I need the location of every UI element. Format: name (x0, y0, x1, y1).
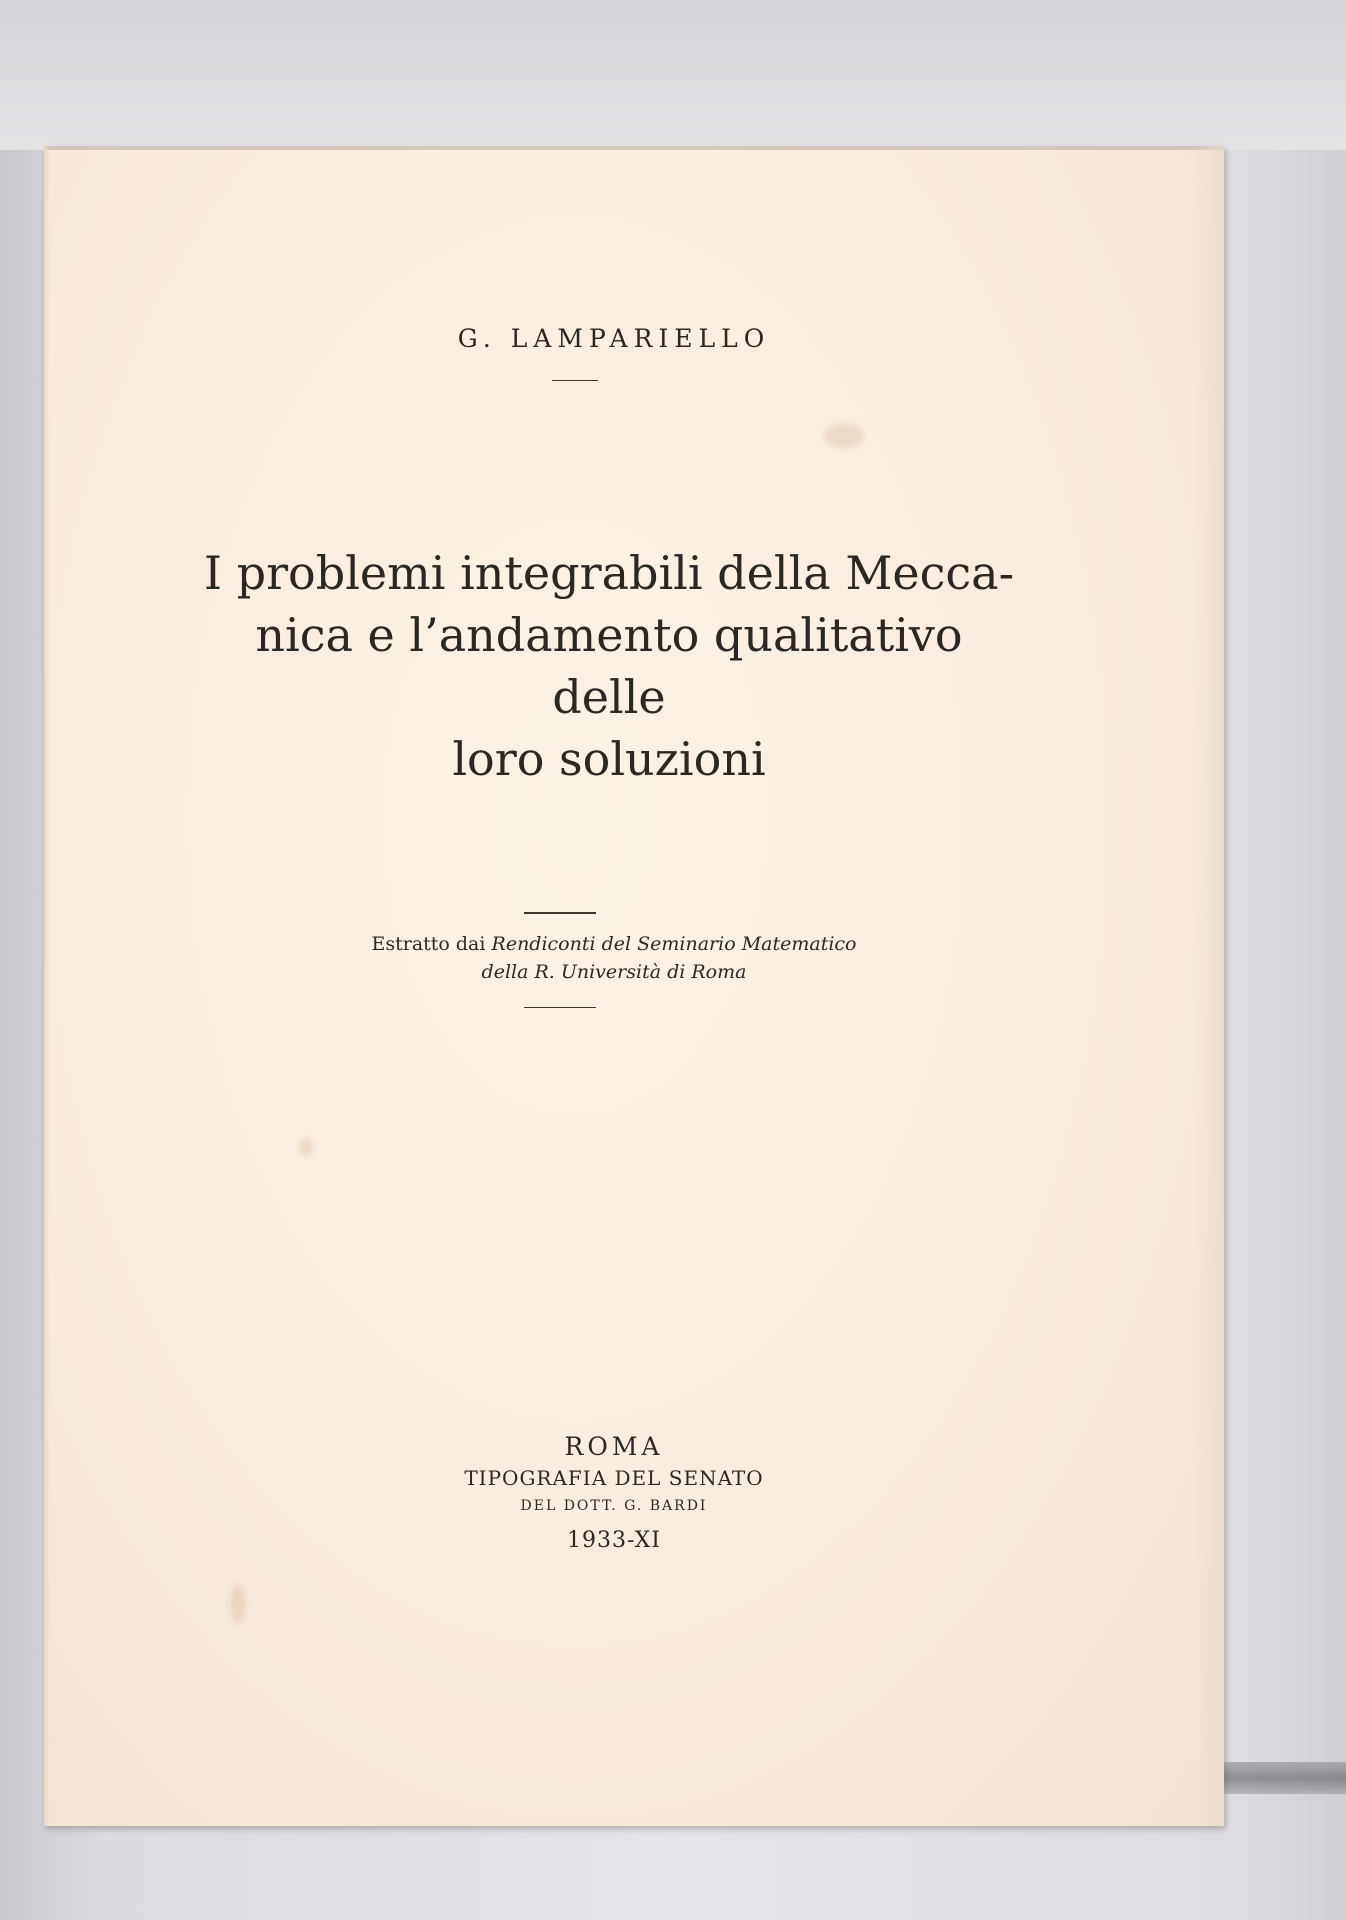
paper-stain (299, 1138, 313, 1156)
author-rule (552, 380, 598, 381)
extract-source-line-2: della R. Università di Roma (481, 961, 747, 983)
cover-title (199, 542, 1019, 790)
cover-right-edge (1194, 146, 1224, 1826)
imprint-place: ROMA (564, 1432, 664, 1461)
paper-stain (230, 1584, 246, 1624)
imprint-publisher: TIPOGRAFIA DEL SENATO (464, 1466, 764, 1490)
scan-edge-strip (1224, 1762, 1346, 1794)
extract-note (44, 930, 1184, 986)
extract-source-line-1: Rendiconti del Seminario Matematico (491, 933, 857, 955)
title-line-3: loro soluzioni (452, 732, 766, 786)
title-line-2: nica e l’andamento qualitativo delle (255, 608, 963, 724)
title-line-1: I problemi integrabili della Mecca- (203, 546, 1015, 600)
extract-rule-top (524, 912, 596, 914)
imprint-year: 1933-XI (567, 1528, 661, 1553)
imprint-printer: DEL DOTT. G. BARDI (520, 1498, 708, 1514)
booklet-cover (44, 146, 1224, 1826)
author-name: G. LAMPARIELLO (457, 324, 771, 353)
paper-stain (824, 424, 864, 448)
cover-top-rim (44, 146, 1224, 150)
scan-background-top (0, 0, 1346, 150)
extract-line-2 (44, 958, 1184, 986)
extract-rule-bottom (524, 1007, 596, 1008)
cover-spine-edge (44, 146, 50, 1826)
extract-line-1 (44, 930, 1184, 958)
extract-prefix: Estratto dai (371, 933, 486, 955)
